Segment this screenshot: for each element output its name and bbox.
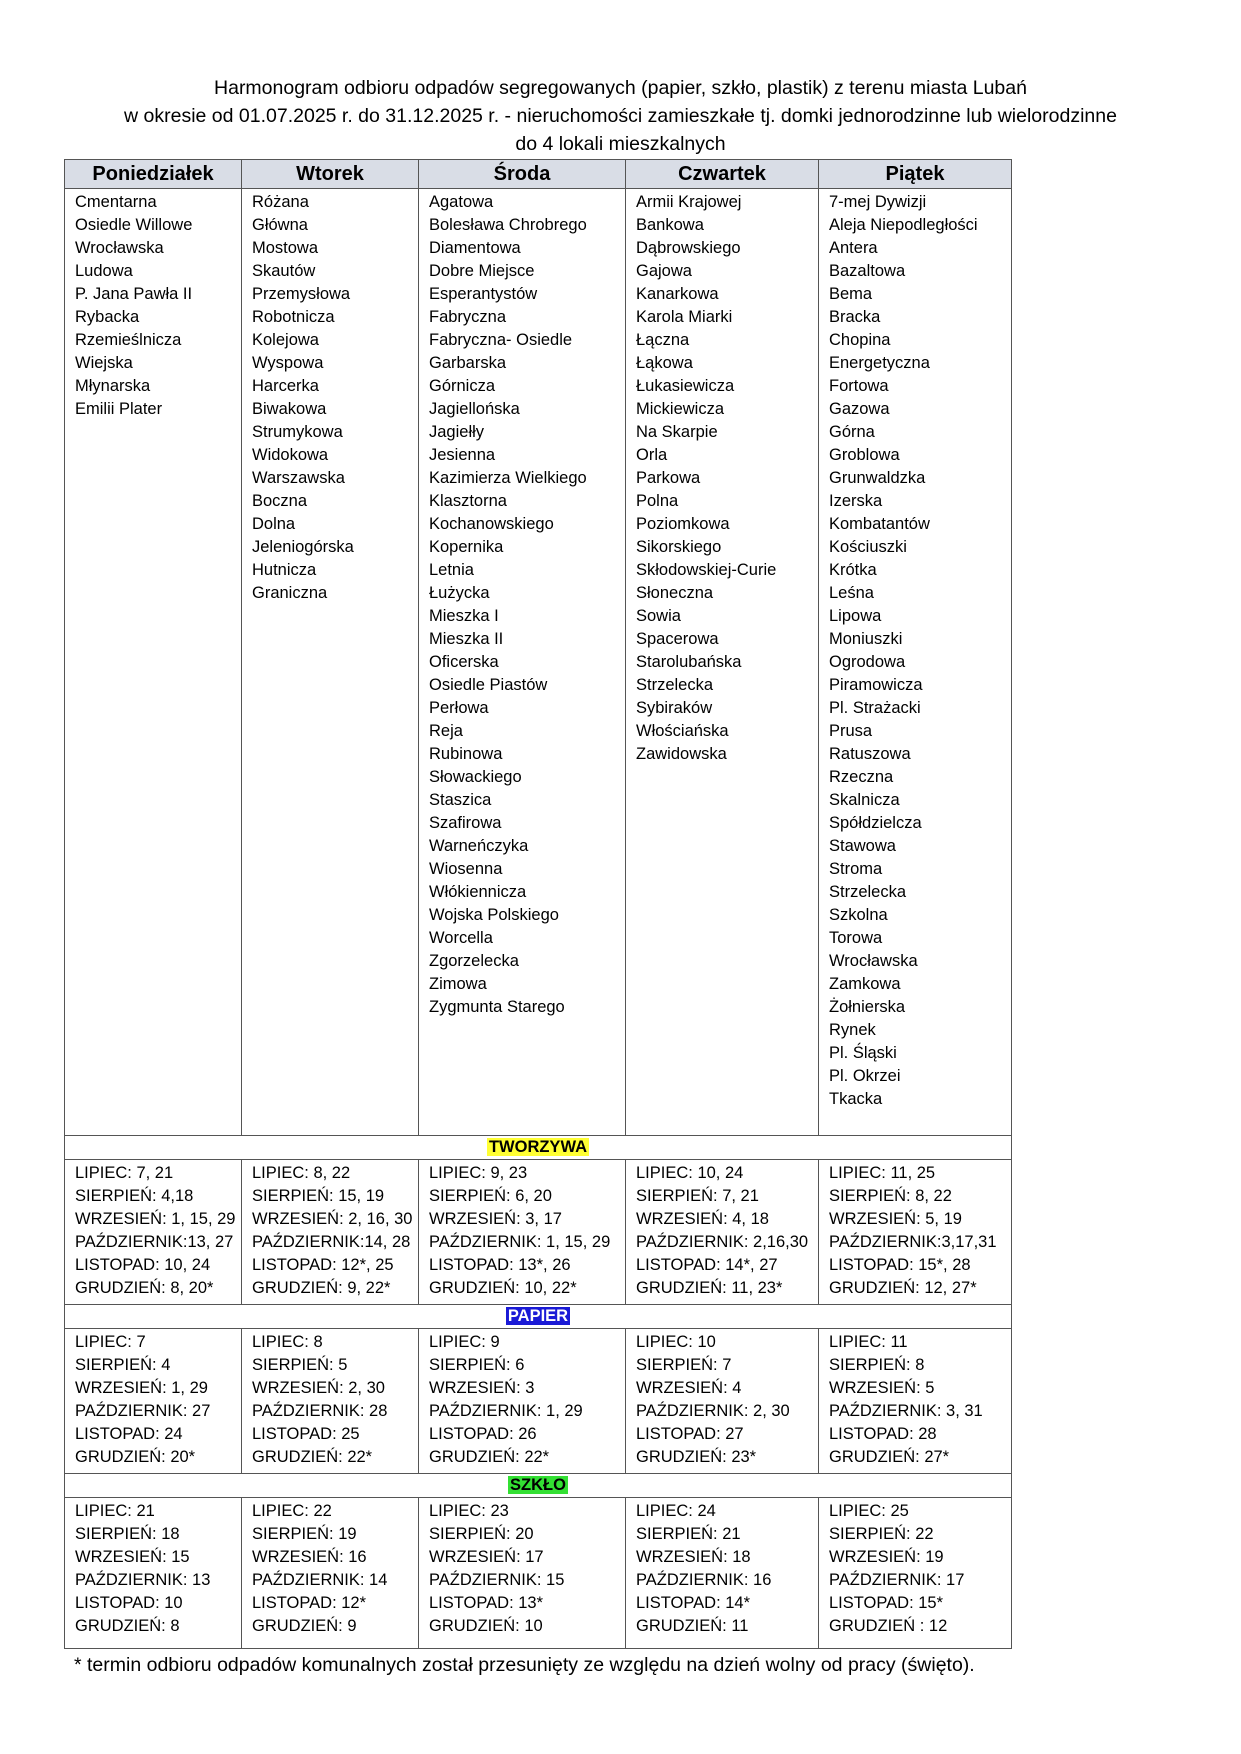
list-item: WRZESIEŃ: 16 <box>252 1548 367 1566</box>
dates-szklo-wtorek <box>242 1498 419 1649</box>
list-item: Rzeczna <box>829 768 894 786</box>
list-item: Groblowa <box>829 446 900 464</box>
dates-tworzywa-sroda <box>419 1160 626 1305</box>
dates-papier-piatek <box>819 1329 1012 1474</box>
list-item: Rybacka <box>75 308 140 326</box>
list-item: LISTOPAD: 27 <box>636 1425 744 1443</box>
list-item: Kolejowa <box>252 331 319 349</box>
list-item: Jagiełły <box>429 423 485 441</box>
list-item: Rubinowa <box>429 745 503 763</box>
list-item: Kazimierza Wielkiego <box>429 469 587 487</box>
list-item: Lipowa <box>829 607 882 625</box>
list-item: GRUDZIEŃ: 10, 22* <box>429 1279 577 1297</box>
list-item: Garbarska <box>429 354 507 372</box>
list-item: LIPIEC: 11 <box>829 1333 908 1351</box>
list-item: Emilii Plater <box>75 400 163 418</box>
street-list-wtorek <box>242 189 419 1136</box>
list-item: Warszawska <box>252 469 345 487</box>
list-item: Osiedle Willowe <box>75 216 193 234</box>
list-item: LIPIEC: 10 <box>636 1333 716 1351</box>
section-header-tworzywa <box>65 1136 1012 1160</box>
list-item: LIPIEC: 24 <box>636 1502 716 1520</box>
street-list-piatek <box>819 189 1012 1136</box>
list-item: Biwakowa <box>252 400 327 418</box>
list-item: PAŹDZIERNIK:3,17,31 <box>829 1233 997 1251</box>
list-item: LISTOPAD: 25 <box>252 1425 360 1443</box>
list-item: Łużycka <box>429 584 490 602</box>
list-item: Harcerka <box>252 377 319 395</box>
list-item: Pl. Okrzei <box>829 1067 901 1085</box>
list-item: Wojska Polskiego <box>429 906 559 924</box>
list-item: Ludowa <box>75 262 133 280</box>
list-item: PAŹDZIERNIK: 1, 15, 29 <box>429 1233 611 1251</box>
list-item: Ogrodowa <box>829 653 906 671</box>
list-item: Diamentowa <box>429 239 521 257</box>
title-line-2: w okresie od 01.07.2025 r. do 31.12.2025 r. - nieruchomości zamieszkałe tj. domki jednorodzinne lub wielorodzinne <box>124 105 1117 127</box>
footnote: * termin odbioru odpadów komunalnych został przesunięty ze względu na dzień wolny od pracy (święto). <box>74 1654 975 1676</box>
list-item: GRUDZIEŃ: 22* <box>429 1448 550 1466</box>
day-header-wtorek: Wtorek <box>242 160 419 189</box>
list-item: Włókiennicza <box>429 883 527 901</box>
list-item: WRZESIEŃ: 19 <box>829 1548 944 1566</box>
list-item: Warneńczyka <box>429 837 529 855</box>
list-item: Antera <box>829 239 878 257</box>
list-item: PAŹDZIERNIK:14, 28 <box>252 1233 411 1251</box>
list-item: LISTOPAD: 26 <box>429 1425 537 1443</box>
list-item: Fabryczna <box>429 308 507 326</box>
list-item: GRUDZIEŃ: 20* <box>75 1448 196 1466</box>
list-item: SIERPIEŃ: 7, 21 <box>636 1187 759 1205</box>
list-item: Gazowa <box>829 400 890 418</box>
dates-papier-poniedzialek <box>65 1329 242 1474</box>
list-item: GRUDZIEŃ: 10 <box>429 1617 543 1635</box>
list-item: LISTOPAD: 10 <box>75 1594 183 1612</box>
list-item: LIPIEC: 8, 22 <box>252 1164 351 1182</box>
list-item: Klasztorna <box>429 492 507 510</box>
list-item: SIERPIEŃ: 6, 20 <box>429 1187 552 1205</box>
list-item: SIERPIEŃ: 4 <box>75 1356 171 1374</box>
list-item: WRZESIEŃ: 1, 29 <box>75 1379 208 1397</box>
list-item: Sikorskiego <box>636 538 722 556</box>
dates-szklo-piatek <box>819 1498 1012 1649</box>
dates-papier-czwartek <box>626 1329 819 1474</box>
list-item: WRZESIEŃ: 4 <box>636 1379 742 1397</box>
day-header-poniedzialek: Poniedziałek <box>65 160 242 189</box>
list-item: LISTOPAD: 24 <box>75 1425 183 1443</box>
list-item: Łąkowa <box>636 354 693 372</box>
list-item: PAŹDZIERNIK: 13 <box>75 1571 211 1589</box>
list-item: Izerska <box>829 492 883 510</box>
list-item: Perłowa <box>429 699 489 717</box>
list-item: SIERPIEŃ: 8 <box>829 1356 925 1374</box>
list-item: Tkacka <box>829 1090 883 1108</box>
list-item: Różana <box>252 193 309 211</box>
list-item: Strzelecka <box>829 883 907 901</box>
list-item: Bolesława Chrobrego <box>429 216 587 234</box>
list-item: Skalnicza <box>829 791 900 809</box>
list-item: LIPIEC: 23 <box>429 1502 509 1520</box>
list-item: PAŹDZIERNIK: 17 <box>829 1571 965 1589</box>
list-item: Kanarkowa <box>636 285 719 303</box>
list-item: Osiedle Piastów <box>429 676 548 694</box>
list-item: Rzemieślnicza <box>75 331 182 349</box>
list-item: Kościuszki <box>829 538 907 556</box>
list-item: Worcella <box>429 929 493 947</box>
list-item: Esperantystów <box>429 285 538 303</box>
list-item: LIPIEC: 25 <box>829 1502 909 1520</box>
list-item: Skautów <box>252 262 316 280</box>
section-header-papier <box>65 1305 1012 1329</box>
list-item: Żołnierska <box>829 998 906 1016</box>
list-item: Mieszka II <box>429 630 504 648</box>
list-item: Bracka <box>829 308 881 326</box>
list-item: WRZESIEŃ: 3 <box>429 1379 535 1397</box>
list-item: Cmentarna <box>75 193 157 211</box>
list-item: P. Jana Pawła II <box>75 285 193 303</box>
list-item: Kombatantów <box>829 515 930 533</box>
title-line-1: Harmonogram odbioru odpadów segregowanych (papier, szkło, plastik) z terenu miasta Lubań <box>214 77 1027 99</box>
list-item: Hutnicza <box>252 561 317 579</box>
list-item: Wiosenna <box>429 860 503 878</box>
list-item: Piramowicza <box>829 676 923 694</box>
list-item: Reja <box>429 722 463 740</box>
list-item: Parkowa <box>636 469 701 487</box>
list-item: Torowa <box>829 929 883 947</box>
list-item: Ratuszowa <box>829 745 911 763</box>
list-item: Górnicza <box>429 377 496 395</box>
street-list-poniedzialek <box>65 189 242 1136</box>
list-item: LIPIEC: 10, 24 <box>636 1164 744 1182</box>
list-item: GRUDZIEŃ: 8 <box>75 1617 180 1635</box>
list-item: Chopina <box>829 331 891 349</box>
list-item: LISTOPAD: 13* <box>429 1594 544 1612</box>
list-item: Energetyczna <box>829 354 930 372</box>
day-header-piatek: Piątek <box>819 160 1012 189</box>
dates-szklo-poniedzialek <box>65 1498 242 1649</box>
list-item: 7-mej Dywizji <box>829 193 927 211</box>
list-item: Skłodowskiej-Curie <box>636 561 777 579</box>
list-item: WRZESIEŃ: 2, 16, 30 <box>252 1210 413 1228</box>
list-item: PAŹDZIERNIK: 2,16,30 <box>636 1233 809 1251</box>
list-item: LIPIEC: 22 <box>252 1502 332 1520</box>
dates-papier-wtorek <box>242 1329 419 1474</box>
list-item: Strumykowa <box>252 423 343 441</box>
list-item: Prusa <box>829 722 873 740</box>
list-item: Wyspowa <box>252 354 324 372</box>
list-item: LISTOPAD: 12* <box>252 1594 367 1612</box>
dates-tworzywa-wtorek <box>242 1160 419 1305</box>
list-item: Pl. Strażacki <box>829 699 921 717</box>
list-item: Rynek <box>829 1021 876 1039</box>
list-item: PAŹDZIERNIK: 27 <box>75 1402 211 1420</box>
list-item: Górna <box>829 423 875 441</box>
list-item: Oficerska <box>429 653 499 671</box>
list-item: GRUDZIEŃ: 12, 27* <box>829 1279 977 1297</box>
list-item: Staszica <box>429 791 492 809</box>
day-header-czwartek: Czwartek <box>626 160 819 189</box>
list-item: Pl. Śląski <box>829 1044 897 1062</box>
list-item: SIERPIEŃ: 8, 22 <box>829 1187 952 1205</box>
section-label-papier: PAPIER <box>507 1307 569 1325</box>
list-item: Wiejska <box>75 354 133 372</box>
list-item: GRUDZIEŃ: 22* <box>252 1448 373 1466</box>
list-item: WRZESIEŃ: 18 <box>636 1548 751 1566</box>
list-item: GRUDZIEŃ: 9 <box>252 1617 357 1635</box>
list-item: LISTOPAD: 28 <box>829 1425 937 1443</box>
list-item: Mieszka I <box>429 607 499 625</box>
list-item: Łukasiewicza <box>636 377 735 395</box>
list-item: WRZESIEŃ: 1, 15, 29 <box>75 1210 236 1228</box>
list-item: Bema <box>829 285 873 303</box>
list-item: Dąbrowskiego <box>636 239 741 257</box>
list-item: SIERPIEŃ: 18 <box>75 1525 180 1543</box>
section-label-szklo: SZKŁO <box>510 1476 566 1494</box>
list-item: LISTOPAD: 13*, 26 <box>429 1256 571 1274</box>
list-item: Mostowa <box>252 239 319 257</box>
list-item: WRZESIEŃ: 17 <box>429 1548 544 1566</box>
list-item: PAŹDZIERNIK: 14 <box>252 1571 388 1589</box>
list-item: GRUDZIEŃ: 9, 22* <box>252 1279 391 1297</box>
list-item: Przemysłowa <box>252 285 351 303</box>
list-item: Łączna <box>636 331 690 349</box>
list-item: PAŹDZIERNIK: 15 <box>429 1571 565 1589</box>
list-item: LIPIEC: 11, 25 <box>829 1164 936 1182</box>
list-item: Aleja Niepodległości <box>829 216 978 234</box>
day-header-row <box>65 160 1012 189</box>
list-item: Orla <box>636 446 668 464</box>
list-item: Mickiewicza <box>636 400 725 418</box>
list-item: Dolna <box>252 515 296 533</box>
list-item: Główna <box>252 216 308 234</box>
list-item: Bazaltowa <box>829 262 906 280</box>
list-item: Starolubańska <box>636 653 742 671</box>
list-item: Spacerowa <box>636 630 719 648</box>
list-item: Robotnicza <box>252 308 335 326</box>
list-item: GRUDZIEŃ: 11 <box>636 1617 749 1635</box>
list-item: Wrocławska <box>75 239 164 257</box>
schedule-row-tworzywa <box>65 1160 1012 1305</box>
title-line-3: do 4 lokali mieszkalnych <box>515 133 726 155</box>
schedule-row-szklo <box>65 1498 1012 1649</box>
list-item: LISTOPAD: 15*, 28 <box>829 1256 971 1274</box>
list-item: Na Skarpie <box>636 423 718 441</box>
dates-papier-sroda <box>419 1329 626 1474</box>
list-item: SIERPIEŃ: 21 <box>636 1525 741 1543</box>
list-item: Letnia <box>429 561 474 579</box>
streets-row <box>65 189 1012 1136</box>
list-item: Kopernika <box>429 538 504 556</box>
list-item: SIERPIEŃ: 20 <box>429 1525 534 1543</box>
list-item: Słoneczna <box>636 584 714 602</box>
list-item: WRZESIEŃ: 5, 19 <box>829 1210 962 1228</box>
list-item: WRZESIEŃ: 3, 17 <box>429 1210 562 1228</box>
list-item: PAŹDZIERNIK: 1, 29 <box>429 1402 583 1420</box>
list-item: LIPIEC: 9 <box>429 1333 500 1351</box>
list-item: Szkolna <box>829 906 888 924</box>
list-item: Gajowa <box>636 262 692 280</box>
list-item: WRZESIEŃ: 2, 30 <box>252 1379 385 1397</box>
list-item: Poziomkowa <box>636 515 730 533</box>
day-header-sroda: Środa <box>419 160 626 189</box>
list-item: PAŹDZIERNIK: 28 <box>252 1402 388 1420</box>
list-item: Zimowa <box>429 975 487 993</box>
list-item: LISTOPAD: 14* <box>636 1594 751 1612</box>
list-item: Agatowa <box>429 193 494 211</box>
list-item: Dobre Miejsce <box>429 262 535 280</box>
list-item: Zamkowa <box>829 975 901 993</box>
dates-tworzywa-poniedzialek <box>65 1160 242 1305</box>
list-item: GRUDZIEŃ : 12 <box>829 1617 948 1635</box>
list-item: Słowackiego <box>429 768 522 786</box>
list-item: Boczna <box>252 492 308 510</box>
list-item: SIERPIEŃ: 4,18 <box>75 1187 194 1205</box>
list-item: Widokowa <box>252 446 329 464</box>
list-item: GRUDZIEŃ: 8, 20* <box>75 1279 214 1297</box>
list-item: Moniuszki <box>829 630 903 648</box>
list-item: LISTOPAD: 14*, 27 <box>636 1256 778 1274</box>
list-item: LIPIEC: 21 <box>75 1502 155 1520</box>
list-item: Armii Krajowej <box>636 193 742 211</box>
list-item: LISTOPAD: 15* <box>829 1594 944 1612</box>
list-item: Spółdzielcza <box>829 814 922 832</box>
list-item: LIPIEC: 7 <box>75 1333 146 1351</box>
list-item: LIPIEC: 7, 21 <box>75 1164 174 1182</box>
list-item: WRZESIEŃ: 15 <box>75 1548 190 1566</box>
list-item: Stroma <box>829 860 883 878</box>
list-item: GRUDZIEŃ: 27* <box>829 1448 950 1466</box>
list-item: LISTOPAD: 12*, 25 <box>252 1256 394 1274</box>
list-item: SIERPIEŃ: 22 <box>829 1525 934 1543</box>
list-item: Graniczna <box>252 584 328 602</box>
list-item: Sowia <box>636 607 681 625</box>
list-item: Włościańska <box>636 722 729 740</box>
street-list-czwartek <box>626 189 819 1136</box>
list-item: WRZESIEŃ: 4, 18 <box>636 1210 769 1228</box>
schedule-row-papier <box>65 1329 1012 1474</box>
list-item: Fortowa <box>829 377 889 395</box>
list-item: Zgorzelecka <box>429 952 519 970</box>
list-item: Leśna <box>829 584 874 602</box>
list-item: PAŹDZIERNIK: 2, 30 <box>636 1402 790 1420</box>
list-item: Kochanowskiego <box>429 515 554 533</box>
list-item: Polna <box>636 492 679 510</box>
list-item: SIERPIEŃ: 7 <box>636 1356 732 1374</box>
list-item: Wrocławska <box>829 952 918 970</box>
list-item: WRZESIEŃ: 5 <box>829 1379 935 1397</box>
list-item: LIPIEC: 9, 23 <box>429 1164 528 1182</box>
list-item: GRUDZIEŃ: 11, 23* <box>636 1279 783 1297</box>
street-list-sroda <box>419 189 626 1136</box>
list-item: Zygmunta Starego <box>429 998 565 1016</box>
list-item: LIPIEC: 8 <box>252 1333 323 1351</box>
section-label-tworzywa: TWORZYWA <box>488 1138 588 1156</box>
list-item: Szafirowa <box>429 814 502 832</box>
list-item: SIERPIEŃ: 5 <box>252 1356 348 1374</box>
list-item: Stawowa <box>829 837 896 855</box>
list-item: Sybiraków <box>636 699 713 717</box>
list-item: Karola Miarki <box>636 308 733 326</box>
list-item: Jeleniogórska <box>252 538 354 556</box>
list-item: SIERPIEŃ: 6 <box>429 1356 525 1374</box>
section-header-szklo <box>65 1474 1012 1498</box>
list-item: Grunwaldzka <box>829 469 926 487</box>
list-item: Fabryczna- Osiedle <box>429 331 573 349</box>
list-item: Strzelecka <box>636 676 714 694</box>
dates-tworzywa-czwartek <box>626 1160 819 1305</box>
document-title <box>60 74 1181 158</box>
list-item: Młynarska <box>75 377 151 395</box>
dates-szklo-czwartek <box>626 1498 819 1649</box>
list-item: Jagiellońska <box>429 400 520 418</box>
list-item: PAŹDZIERNIK: 16 <box>636 1571 772 1589</box>
list-item: PAŹDZIERNIK: 3, 31 <box>829 1402 983 1420</box>
list-item: SIERPIEŃ: 19 <box>252 1525 357 1543</box>
list-item: Zawidowska <box>636 745 727 763</box>
list-item: LISTOPAD: 10, 24 <box>75 1256 211 1274</box>
list-item: GRUDZIEŃ: 23* <box>636 1448 757 1466</box>
list-item: PAŹDZIERNIK:13, 27 <box>75 1233 234 1251</box>
list-item: SIERPIEŃ: 15, 19 <box>252 1187 385 1205</box>
list-item: Bankowa <box>636 216 704 234</box>
dates-tworzywa-piatek <box>819 1160 1012 1305</box>
schedule-table <box>64 159 1012 1649</box>
list-item: Krótka <box>829 561 877 579</box>
dates-szklo-sroda <box>419 1498 626 1649</box>
list-item: Jesienna <box>429 446 496 464</box>
